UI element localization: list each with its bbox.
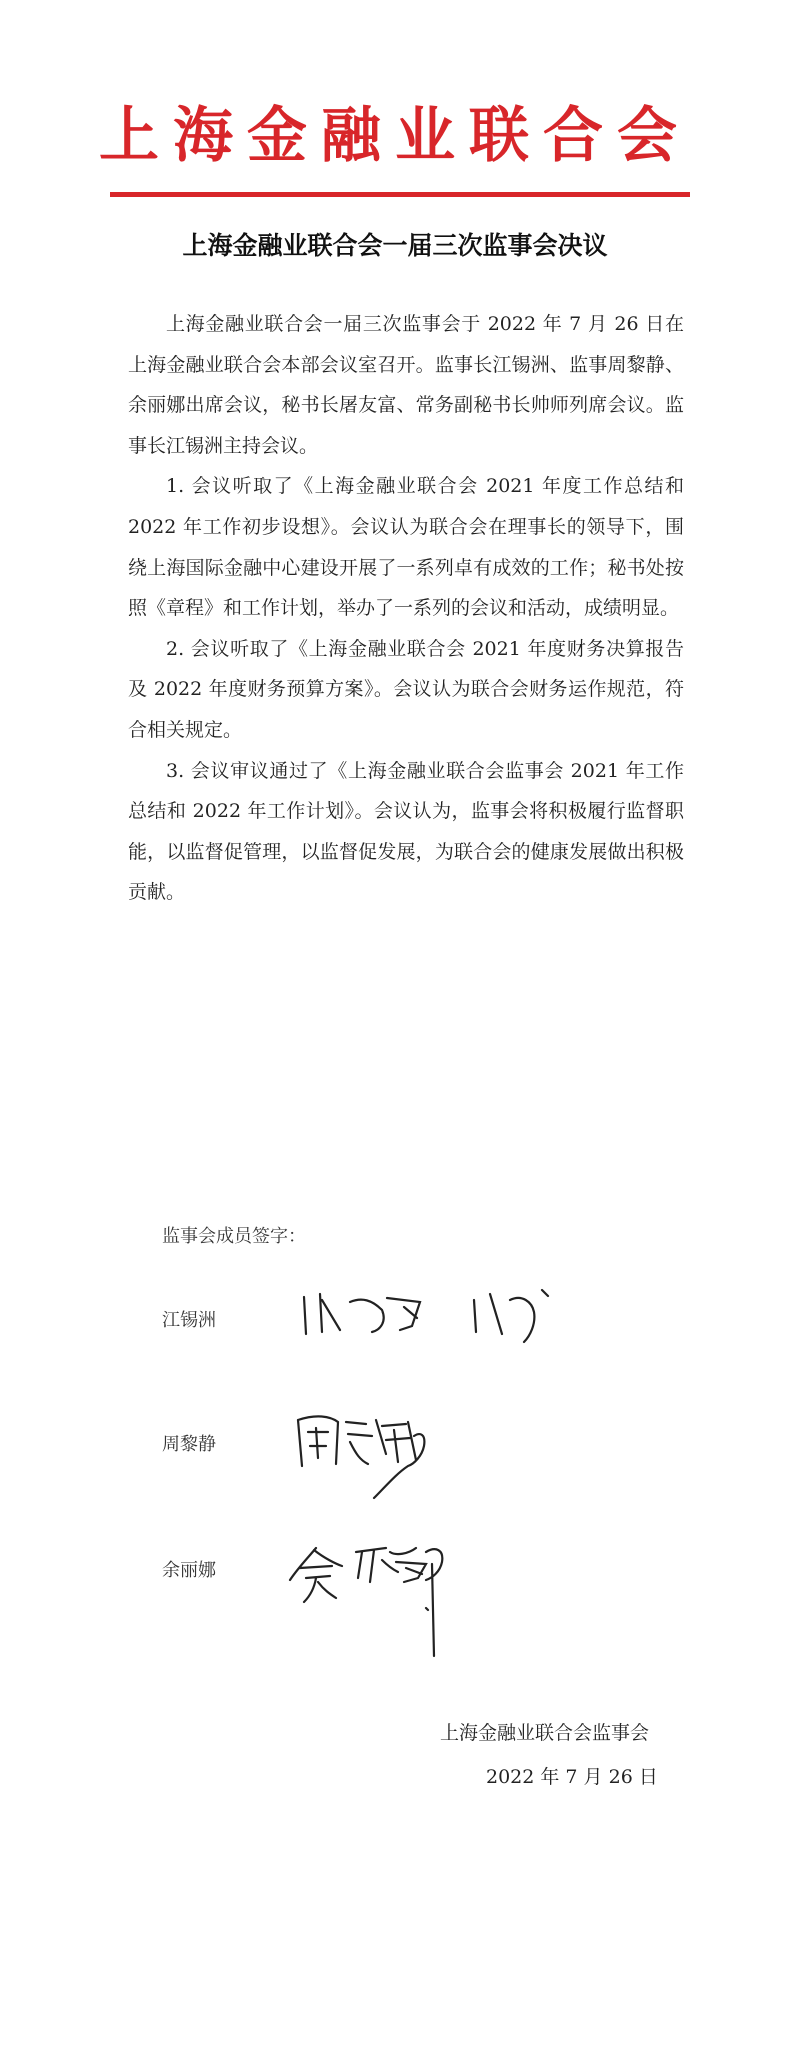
letterhead: 上海金融业联合会 xyxy=(99,101,691,171)
signature-heading: 监事会成员签字： xyxy=(162,1226,306,1247)
paragraph-item-1: 1. 会议听取了《上海金融业联合会 2021 年度工作总结和 2022 年工作初步设想》。会议认为联合会在理事长的领导下，围绕上海国际金融中心建设开展了一系列卓有成效的工作；秘书处按照《章程》和工作计划，举办了一系列的会议和活动，成绩明显。 xyxy=(128,475,684,620)
paragraph-item-3: 3. 会议审议通过了《上海金融业联合会监事会 2021 年工作总结和 2022 年工作计划》。会议认为，监事会将积极履行监督职能，以监督促管理，以监督促发展，为联合会的健康发展做出积极贡献。 xyxy=(128,759,684,904)
paragraph-intro: 上海金融业联合会一届三次监事会于 2022 年 7 月 26 日在上海金融业联合会本部会议室召开。监事长江锡洲、监事周黎静、余丽娜出席会议，秘书长屠友富、常务副秘书长帅师列席会议。监事长江锡洲主持会议。 xyxy=(128,313,684,457)
issuing-organization: 上海金融业联合会监事会 xyxy=(440,1722,650,1744)
member-name: 余丽娜 xyxy=(162,1560,216,1581)
letterhead-rule xyxy=(110,192,690,197)
handwritten-signature xyxy=(286,1538,486,1668)
document-body xyxy=(128,304,684,913)
document-title: 上海金融业联合会一届三次监事会决议 xyxy=(182,231,608,260)
paragraph-item-2: 2. 会议听取了《上海金融业联合会 2021 年度财务决算报告及 2022 年度财务预算方案》。会议认为联合会财务运作规范，符合相关规定。 xyxy=(128,637,684,741)
issue-date: 2022 年 7 月 26 日 xyxy=(486,1766,658,1788)
member-name: 周黎静 xyxy=(162,1434,216,1455)
handwritten-signature xyxy=(286,1406,466,1506)
member-name: 江锡洲 xyxy=(162,1310,216,1331)
handwritten-signature xyxy=(292,1272,712,1352)
